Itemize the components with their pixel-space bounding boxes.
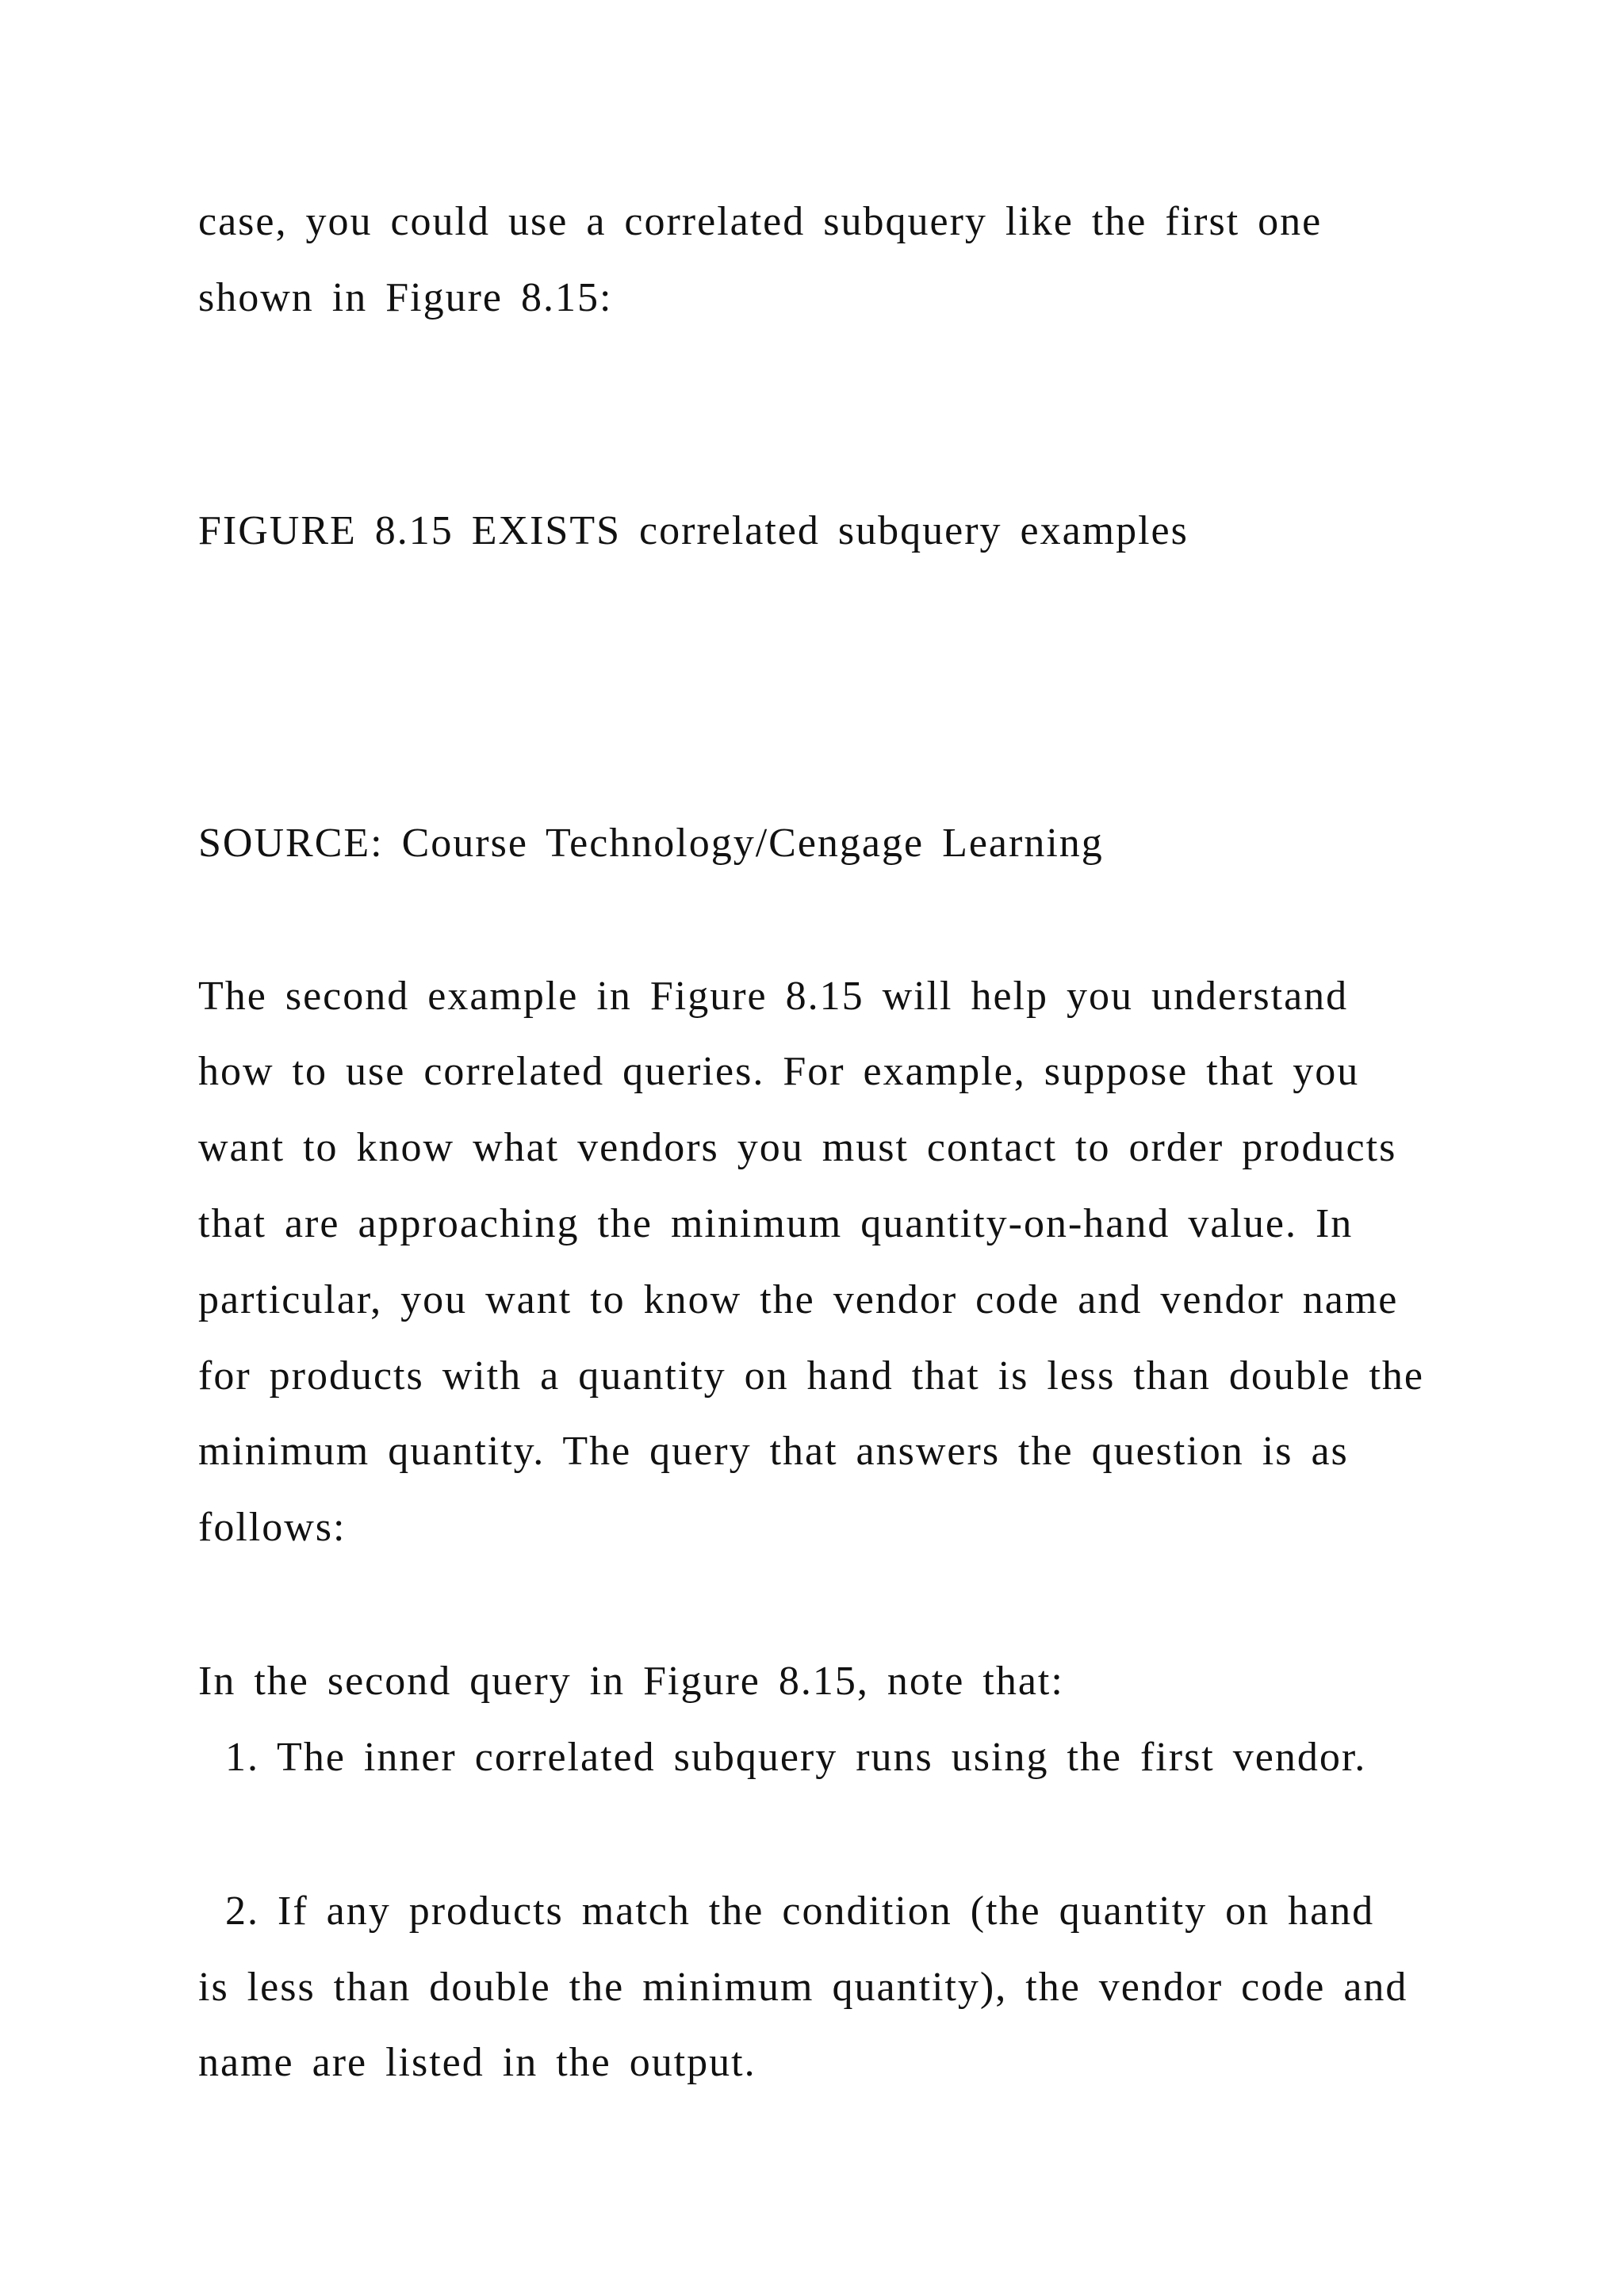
intro-line-2: shown in Figure 8.15:	[198, 275, 613, 320]
paragraph-1-line-5: particular, you want to know the vendor code and vendor name	[198, 1277, 1399, 1322]
paragraph-1-line-3: want to know what vendors you must contact to order products	[198, 1125, 1397, 1170]
paragraph-1-line-4: that are approaching the minimum quantity-on-hand value. In	[198, 1201, 1354, 1246]
paragraph-2-lead: In the second query in Figure 8.15, note that:	[198, 1659, 1064, 1704]
figure-caption: FIGURE 8.15 EXISTS correlated subquery examples	[198, 508, 1189, 553]
paragraph-1-line-6: for products with a quantity on hand that is less than double the	[198, 1353, 1424, 1399]
paragraph-1-line-7: minimum quantity. The query that answers the question is as	[198, 1429, 1349, 1474]
paragraph-1-line-1: The second example in Figure 8.15 will help you understand	[198, 974, 1349, 1019]
list-item-2-line-1: 2. If any products match the condition (the quantity on hand	[225, 1888, 1375, 1934]
paragraph-1-line-2: how to use correlated queries. For example, suppose that you	[198, 1049, 1360, 1094]
figure-source: SOURCE: Course Technology/Cengage Learning	[198, 821, 1104, 866]
list-item-2-line-2: is less than double the minimum quantity), the vendor code and	[198, 1965, 1408, 2010]
list-item-2-line-3: name are listed in the output.	[198, 2040, 756, 2085]
paragraph-1-line-8: follows:	[198, 1505, 347, 1550]
intro-line-1: case, you could use a correlated subquery like the first one	[198, 199, 1323, 244]
list-item-1: 1. The inner correlated subquery runs using the first vendor.	[225, 1735, 1367, 1780]
